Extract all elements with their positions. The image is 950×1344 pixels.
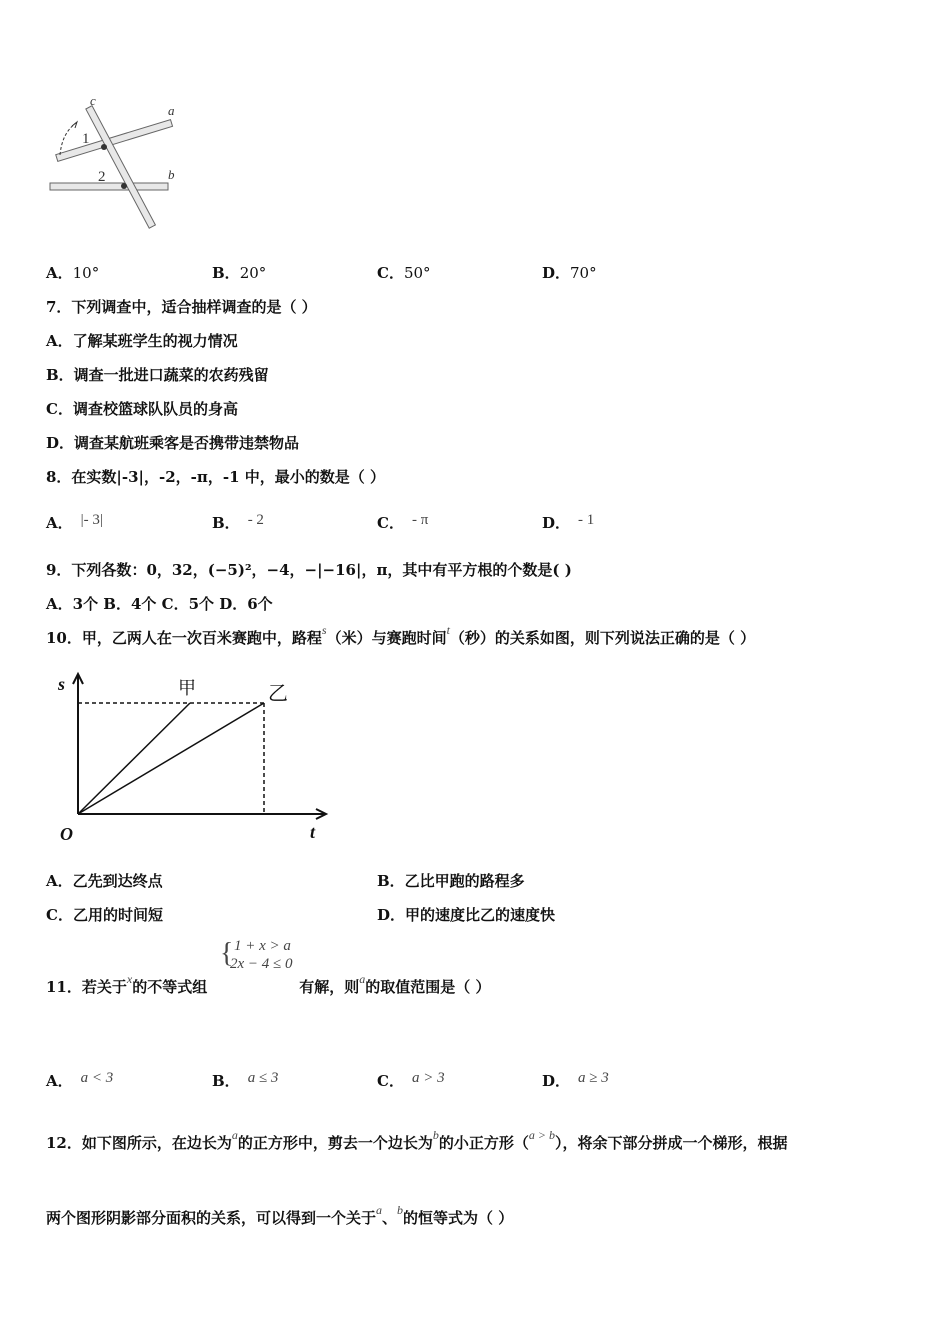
q10-stem: 10．甲，乙两人在一次百米赛跑中，路程$^s$（米）与赛跑时间$^t$（秒）的关系如图，则下列说法正确的是（ ） — [46, 623, 756, 647]
q7-option-b[interactable]: B．调查一批进口蔬菜的农药残留 — [46, 366, 269, 384]
q6-option-d[interactable]: D．70° — [542, 264, 597, 282]
q10-option-c[interactable]: C．乙用的时间短 — [46, 906, 163, 924]
q10-option-a[interactable]: A．乙先到达终点 — [46, 872, 163, 890]
line-a-label: a — [168, 103, 175, 118]
q9-options[interactable]: A．3个 B．4个 C．5个 D．6个 — [46, 595, 273, 613]
line-b-label: b — [168, 167, 175, 182]
q7-option-d[interactable]: D．调查某航班乘客是否携带违禁物品 — [46, 434, 300, 452]
origin-label: O — [60, 824, 73, 844]
q11-stem: 11．若关于$^x$的不等式组 有解，则$^a$的取值范围是（ ） — [46, 972, 491, 996]
yi-label: 乙 — [268, 683, 288, 705]
q11-option-d[interactable]: D． a ≥ 3 — [542, 1070, 609, 1090]
q9-stem: 9．下列各数：0，32，(−5)²，−4，−|−16|，π，其中有平方根的个数是( ) — [46, 561, 572, 579]
q7-option-c[interactable]: C．调查校篮球队队员的身高 — [46, 400, 238, 418]
q6-option-b[interactable]: B．20° — [212, 264, 267, 282]
parallel-lines-figure — [44, 95, 194, 230]
q8-option-d[interactable]: D． - 1 — [542, 512, 595, 532]
q6-option-c[interactable]: C．50° — [377, 264, 431, 282]
race-distance-time-graph — [52, 668, 342, 848]
q7-stem: 7．下列调查中，适合抽样调查的是（ ） — [46, 298, 317, 316]
q11-inequality-system: { 1 + x > a 2x − 4 ≤ 0 — [220, 938, 293, 972]
q8-option-b[interactable]: B． - 2 — [212, 512, 264, 532]
q12-stem-line2: 两个图形阴影部分面积的关系，可以得到一个关于$^a$、$^b$的恒等式为（ ） — [46, 1203, 514, 1227]
q6-option-a[interactable]: A．10° — [46, 264, 100, 282]
q8-option-c[interactable]: C． - π — [377, 512, 429, 532]
q11-option-c[interactable]: C． a > 3 — [377, 1070, 445, 1090]
jia-label: 甲 — [178, 678, 196, 698]
q11-option-b[interactable]: B． a ≤ 3 — [212, 1070, 279, 1090]
angle-2-label: 2 — [98, 169, 106, 185]
angle-1-label: 1 — [82, 131, 90, 147]
q8-stem: 8．在实数|-3|，-2，-π，-1 中，最小的数是（ ） — [46, 468, 385, 486]
q12-stem-line1: 12．如下图所示，在边长为$^a$的正方形中，剪去一个边长为$^b$的小正方形（$^{a > b}$），将余下部分拼成一个梯形，根据 — [46, 1128, 788, 1152]
line-c-label: c — [90, 95, 96, 108]
axis-t-label: t — [310, 822, 316, 842]
q7-option-a[interactable]: A．了解某班学生的视力情况 — [46, 332, 238, 350]
q10-option-b[interactable]: B．乙比甲跑的路程多 — [377, 872, 525, 890]
q10-option-d[interactable]: D．甲的速度比乙的速度快 — [377, 906, 556, 924]
axis-s-label: s — [58, 674, 66, 694]
q8-option-a[interactable]: A． |- 3| — [46, 512, 103, 532]
q11-option-a[interactable]: A． a < 3 — [46, 1070, 114, 1090]
